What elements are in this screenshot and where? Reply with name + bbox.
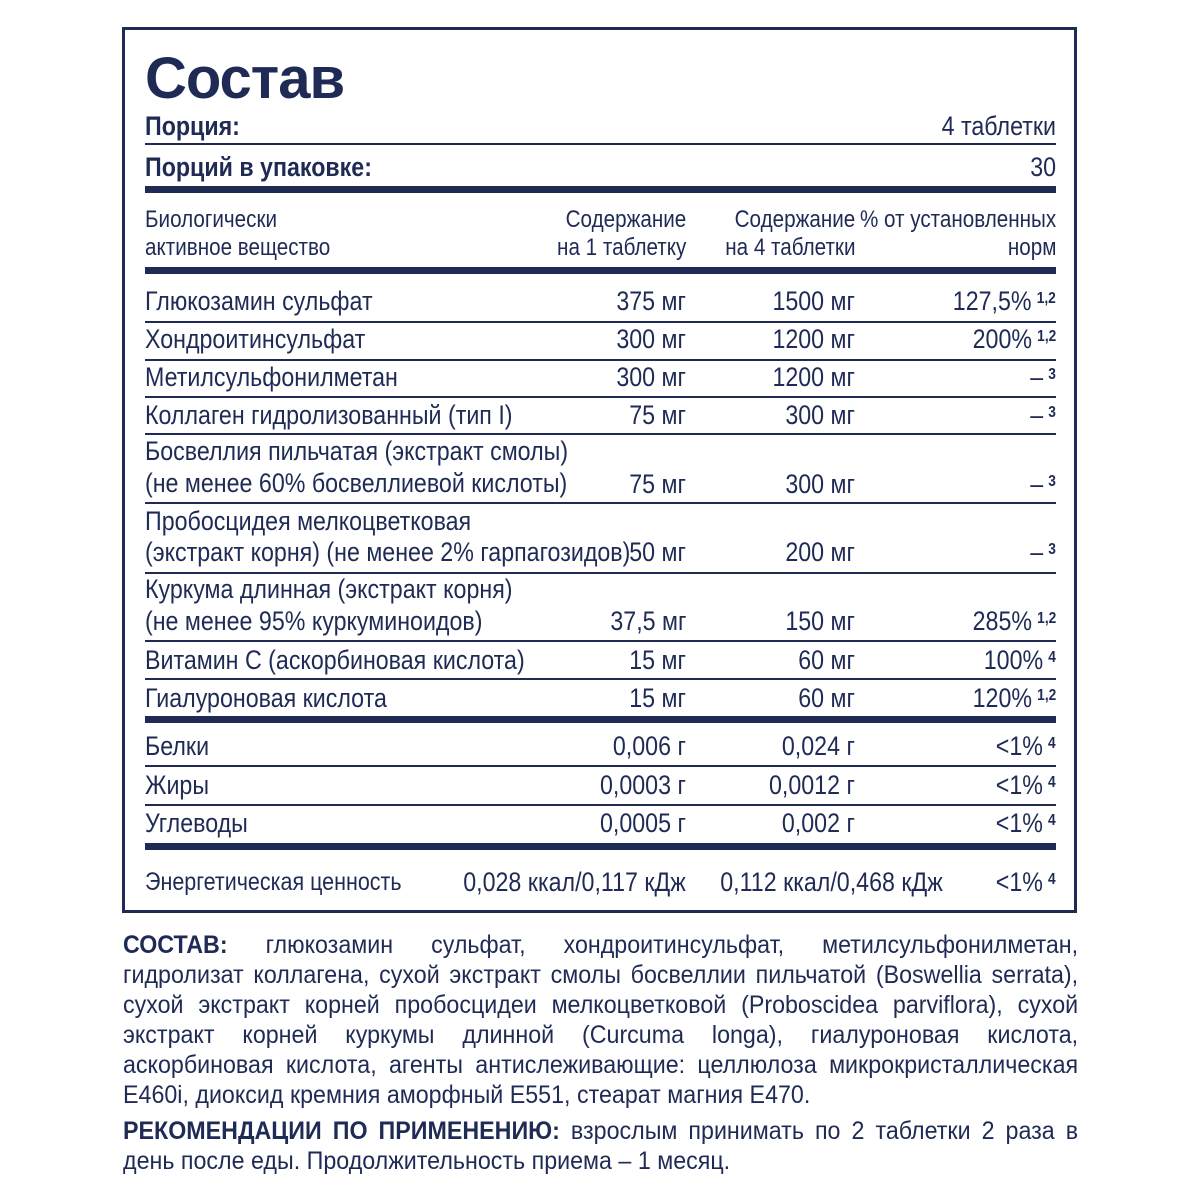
nutrient-per1: 0,006 г xyxy=(612,731,686,761)
divider xyxy=(145,502,1056,504)
recommendations-label: РЕКОМЕНДАЦИИ ПО ПРИМЕНЕНИЮ: xyxy=(123,1117,560,1145)
footnote-ref: 4 xyxy=(1048,649,1056,666)
row-per1: 75 мг xyxy=(629,469,686,499)
footnote-ref: 4 xyxy=(1048,871,1056,888)
row-pct: 127,5% xyxy=(952,286,1032,316)
row-per1: 75 мг xyxy=(629,400,686,430)
row-name: Пробосцидея мелкоцветковая xyxy=(145,506,472,536)
row-pct: 200% xyxy=(972,324,1032,354)
divider xyxy=(145,143,1056,145)
row-name-line2: (не менее 95% куркуминоидов) xyxy=(145,606,483,636)
row-pct: – xyxy=(1030,400,1044,430)
footnote-ref: 3 xyxy=(1048,404,1056,421)
footnote-ref: 4 xyxy=(1048,774,1056,791)
serving-label: Порция: xyxy=(145,111,240,141)
row-per4: 1200 мг xyxy=(772,362,855,392)
composition-panel xyxy=(122,27,1077,913)
nutrient-name: Углеводы xyxy=(145,808,248,838)
row-name: Босвеллия пильчатая (экстракт смолы) xyxy=(145,436,569,466)
header-per1-line2: на 1 таблетку xyxy=(556,234,686,261)
divider xyxy=(145,186,1056,193)
row-pct: 285% xyxy=(972,606,1032,636)
row-name: Хондроитинсульфат xyxy=(145,324,366,354)
serving-value: 4 таблетки xyxy=(941,111,1056,141)
nutrient-name: Белки xyxy=(145,731,210,761)
header-per4-line1: Содержание xyxy=(734,206,855,233)
energy-per1: 0,028 ккал/0,117 кДж xyxy=(463,867,686,897)
row-name: Коллаген гидролизованный (тип I) xyxy=(145,400,513,430)
row-per1: 15 мг xyxy=(629,645,686,675)
energy-pct: <1% xyxy=(996,867,1044,897)
footnote-ref: 3 xyxy=(1048,473,1056,490)
nutrient-pct: <1% xyxy=(996,770,1044,800)
header-norm-line1: % от установленных xyxy=(859,206,1056,233)
row-per4: 60 мг xyxy=(798,645,855,675)
header-substance-line1: Биологически xyxy=(145,206,278,233)
row-name: Витамин С (аскорбиновая кислота) xyxy=(145,645,525,675)
row-per1: 37,5 мг xyxy=(609,606,686,636)
divider xyxy=(145,765,1056,767)
row-name-line2: (экстракт корня) (не менее 2% гарпагозидов) xyxy=(145,537,631,567)
nutrient-pct: <1% xyxy=(996,808,1044,838)
row-name-line2: (не менее 60% босвеллиевой кислоты) xyxy=(145,468,568,498)
row-name: Гиалуроновая кислота xyxy=(145,683,387,713)
nutrient-per4: 0,002 г xyxy=(781,808,855,838)
row-name: Куркума длинная (экстракт корня) xyxy=(145,574,513,604)
row-per4: 1500 мг xyxy=(772,286,855,316)
footnote-ref: 1,2 xyxy=(1036,610,1056,627)
row-per4: 300 мг xyxy=(785,469,855,499)
row-pct: – xyxy=(1030,469,1044,499)
footnote-ref: 1,2 xyxy=(1036,687,1056,704)
row-name: Метилсульфонилметан xyxy=(145,362,398,392)
divider xyxy=(145,678,1056,680)
page-title: Состав xyxy=(145,46,345,111)
row-per4: 1200 мг xyxy=(772,324,855,354)
footnote-ref: 3 xyxy=(1048,541,1056,558)
row-per1: 15 мг xyxy=(629,683,686,713)
nutrient-per1: 0,0003 г xyxy=(600,770,686,800)
composition-label: СОСТАВ: xyxy=(123,931,228,959)
row-per4: 300 мг xyxy=(785,400,855,430)
divider xyxy=(145,267,1056,274)
energy-name: Энергетическая ценность xyxy=(145,868,402,896)
composition-text xyxy=(123,930,1078,1110)
recommendations-body: взрослым принимать по 2 таблетки 2 раза в день после еды. Продолжительность приема – 1 месяц. xyxy=(123,1117,1079,1175)
servings-per-pack-label: Порций в упаковке: xyxy=(145,152,372,182)
row-per1: 300 мг xyxy=(616,324,686,354)
recommendations-text xyxy=(123,1116,1078,1176)
row-pct: 100% xyxy=(983,645,1044,675)
divider xyxy=(145,843,1056,850)
footnote-ref: 1,2 xyxy=(1036,328,1056,345)
row-pct: – xyxy=(1030,537,1044,567)
row-per1: 50 мг xyxy=(629,537,686,567)
row-pct: – xyxy=(1030,362,1044,392)
divider xyxy=(145,640,1056,642)
header-per4-line2: на 4 таблетки xyxy=(724,234,855,261)
divider xyxy=(145,804,1056,806)
composition-body: глюкозамин сульфат, хондроитинсульфат, метилсульфонилметан, гидролизат коллагена, сухой экстракт смолы босвеллии пильчатой (Boswellia serrata), сухой экстракт корней пробосцидеи мелкоцветковой (Proboscidea parviflora), сухой экстракт корней куркумы длинной (Curcuma longa), гиалуроновая кислота, аскорбиновая кислота, агенты антислеживающие: целлюлоза микрокристаллическая Е460i, диоксид кремния аморфный Е551, стеарат магния Е470. xyxy=(123,931,1079,1109)
footnote-ref: 1,2 xyxy=(1036,290,1056,307)
divider xyxy=(145,396,1056,398)
row-per4: 60 мг xyxy=(798,683,855,713)
row-per1: 375 мг xyxy=(616,286,686,316)
header-per1-line1: Содержание xyxy=(565,206,686,233)
row-pct: 120% xyxy=(972,683,1032,713)
header-norm-line2: норм xyxy=(1007,234,1056,261)
header-substance-line2: активное вещество xyxy=(145,234,331,261)
row-name: Глюкозамин сульфат xyxy=(145,286,373,316)
nutrient-pct: <1% xyxy=(996,731,1044,761)
nutrient-per4: 0,0012 г xyxy=(769,770,855,800)
row-per1: 300 мг xyxy=(616,362,686,392)
footnote-ref: 4 xyxy=(1048,735,1056,752)
footnote-ref: 3 xyxy=(1048,366,1056,383)
servings-per-pack-value: 30 xyxy=(1030,152,1056,182)
energy-per4: 0,112 ккал/0,468 кДж xyxy=(720,867,943,897)
divider xyxy=(145,716,1056,723)
row-per4: 150 мг xyxy=(785,606,855,636)
footnote-ref: 4 xyxy=(1048,812,1056,829)
row-per4: 200 мг xyxy=(785,537,855,567)
nutrient-name: Жиры xyxy=(145,770,210,800)
nutrient-per4: 0,024 г xyxy=(781,731,855,761)
nutrient-per1: 0,0005 г xyxy=(600,808,686,838)
